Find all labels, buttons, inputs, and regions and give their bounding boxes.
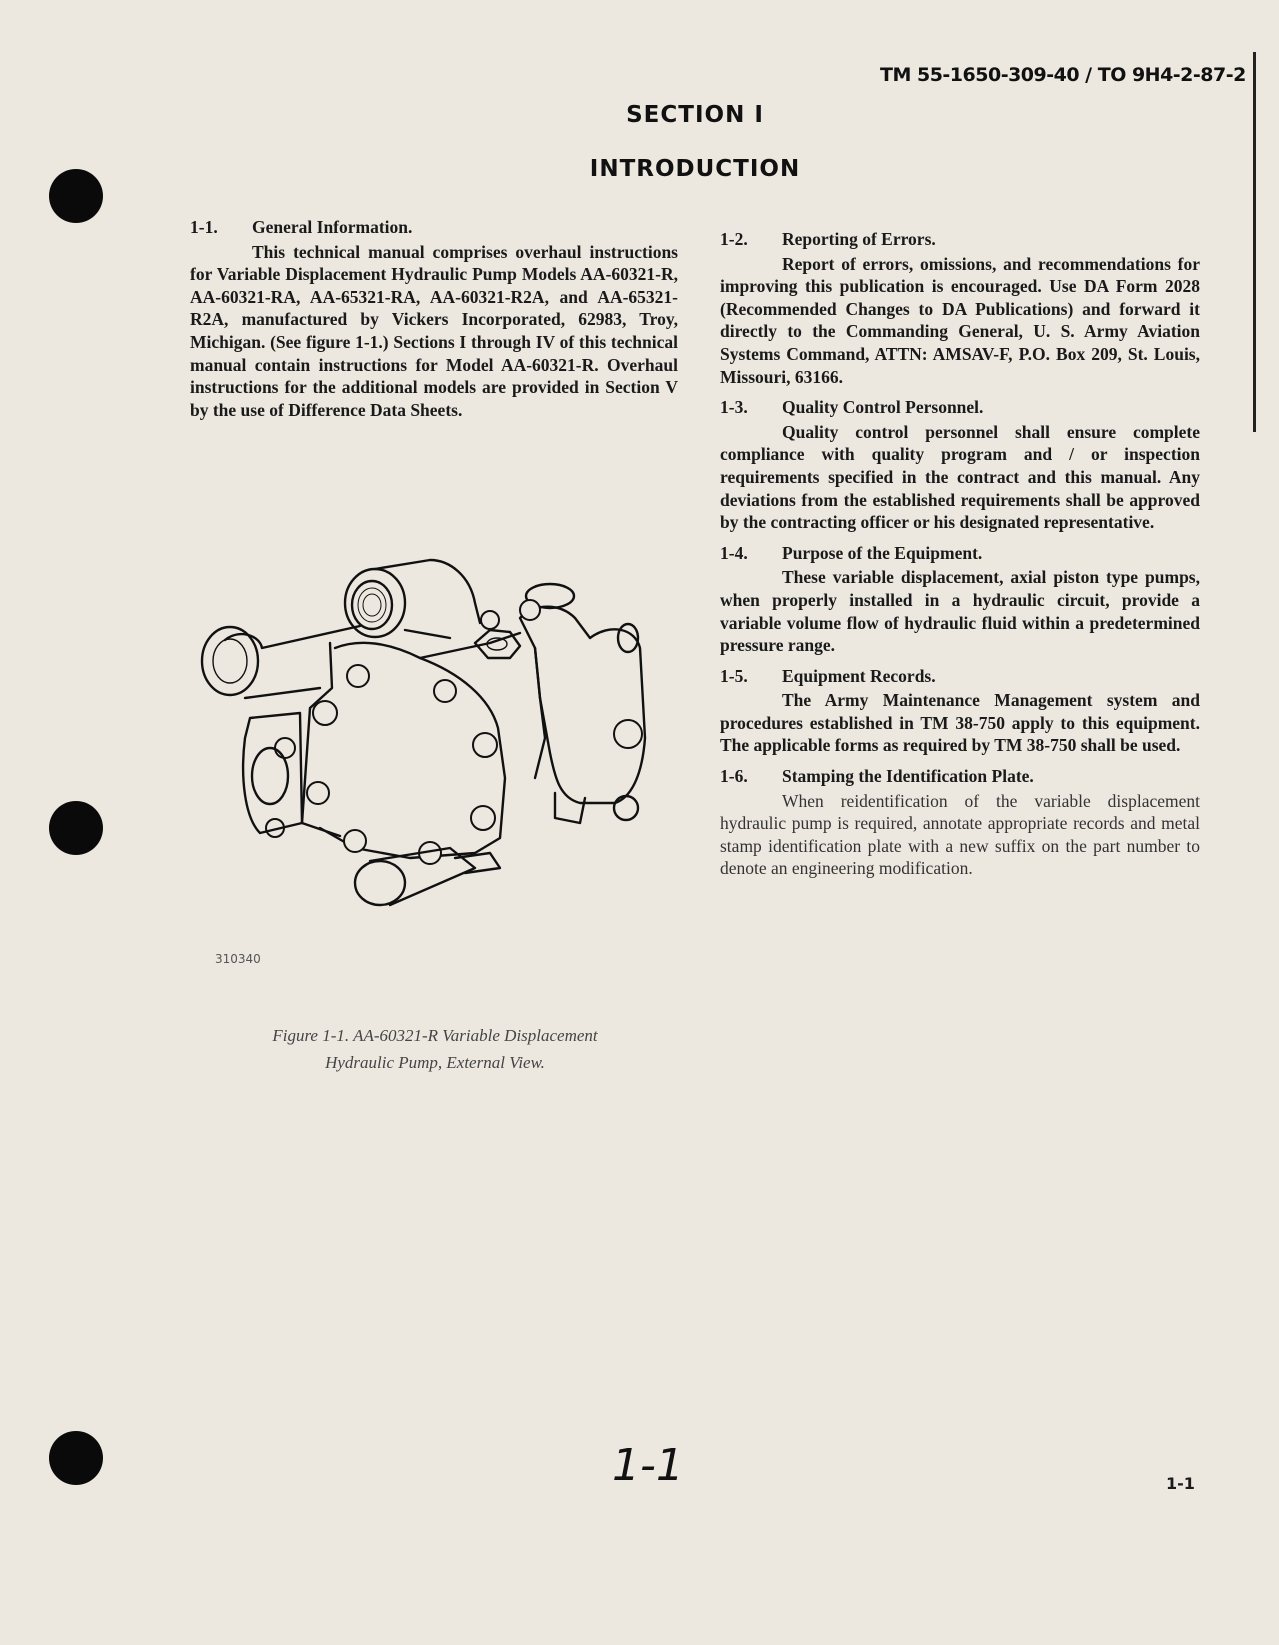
binder-hole-bottom xyxy=(49,1431,103,1485)
section-title: INTRODUCTION xyxy=(589,156,801,182)
left-column xyxy=(190,216,678,429)
document-id: TM 55-1650-309-40 / TO 9H4-2-87-2 xyxy=(880,64,1246,86)
paragraph-number: 1-1. xyxy=(190,217,218,237)
paragraph-number: 1-2. xyxy=(720,229,748,249)
paragraph-body: Quality control personnel shall ensure complete compliance with quality program and / or inspection requirements specified in the contract and this manual. Any deviations from the established requirements shall be approved by the contracting officer or his designated representative. xyxy=(720,421,1200,533)
handwritten-page-mark: 1-1 xyxy=(612,1440,684,1491)
paragraph-heading xyxy=(190,216,678,239)
paragraph-title: Purpose of the Equipment. xyxy=(782,542,983,563)
paragraph-title: Quality Control Personnel. xyxy=(782,397,984,418)
figure-code: 310340 xyxy=(215,952,261,966)
page-number: 1-1 xyxy=(1166,1474,1195,1493)
paragraph-number: 1-5. xyxy=(720,665,748,686)
paragraph-heading xyxy=(720,396,1200,419)
paragraph-title: General Information. xyxy=(252,217,413,237)
paragraph-body: Report of errors, omissions, and recommendations for improving this publication is encouraged. Use DA Form 2028 (Recommended Changes to DA Publications) and forward it directly to the Commanding General, U. S. Army Aviation Systems Command, ATTN: AMSAV-F, P.O. Box 209, St. Louis, Missouri, 63166. xyxy=(720,253,1200,387)
right-column xyxy=(720,228,1200,888)
figure-caption-line-1: Figure 1-1. AA-60321-R Variable Displacement xyxy=(272,1026,598,1045)
paragraph-body: This technical manual comprises overhaul instructions for Variable Displacement Hydraulic Pump Models AA-60321-R, AA-60321-RA, AA-65321-RA, AA-60321-R2A, and AA-65321-R2A, manufactured by Vickers Incorporated, 62983, Troy, Michigan. (See figure 1-1.) Sections I through IV of this technical manual contain instructions for Model AA-60321-R. Overhaul instructions for the additional models are provided in Section V by the use of Difference Data Sheets. xyxy=(190,241,678,420)
paragraph-heading xyxy=(720,765,1200,788)
paragraph-body: When reidentification of the variable displacement hydraulic pump is required, annotate appropriate records and metal stamp identification plate with a new suffix on the part number to denote an engineering modification. xyxy=(720,790,1200,879)
paragraph-title: Equipment Records. xyxy=(782,665,936,686)
figure-caption-line-2: Hydraulic Pump, External View. xyxy=(325,1053,545,1072)
paragraph-body: These variable displacement, axial piston type pumps, when properly installed in a hydraulic circuit, provide a variable volume flow of hydraulic fluid within a predetermined pressure range. xyxy=(720,567,1200,656)
paragraph-body: The Army Maintenance Management system and procedures established in TM 38-750 apply to this equipment. The applicable forms as required by TM 38-750 shall be used. xyxy=(720,690,1200,756)
paragraph-heading xyxy=(720,542,1200,565)
paragraph-title: Reporting of Errors. xyxy=(782,229,936,249)
paragraph-heading xyxy=(720,228,1200,251)
paragraph-heading xyxy=(720,665,1200,688)
figure-caption xyxy=(190,1022,680,1076)
hydraulic-pump-illustration xyxy=(190,548,660,918)
paragraph-number: 1-4. xyxy=(720,542,748,563)
paragraph-number: 1-3. xyxy=(720,397,748,418)
paragraph-number: 1-6. xyxy=(720,766,748,787)
section-number: SECTION I xyxy=(626,102,764,128)
binder-hole-middle xyxy=(49,801,103,855)
paragraph-title: Stamping the Identification Plate. xyxy=(782,766,1034,787)
